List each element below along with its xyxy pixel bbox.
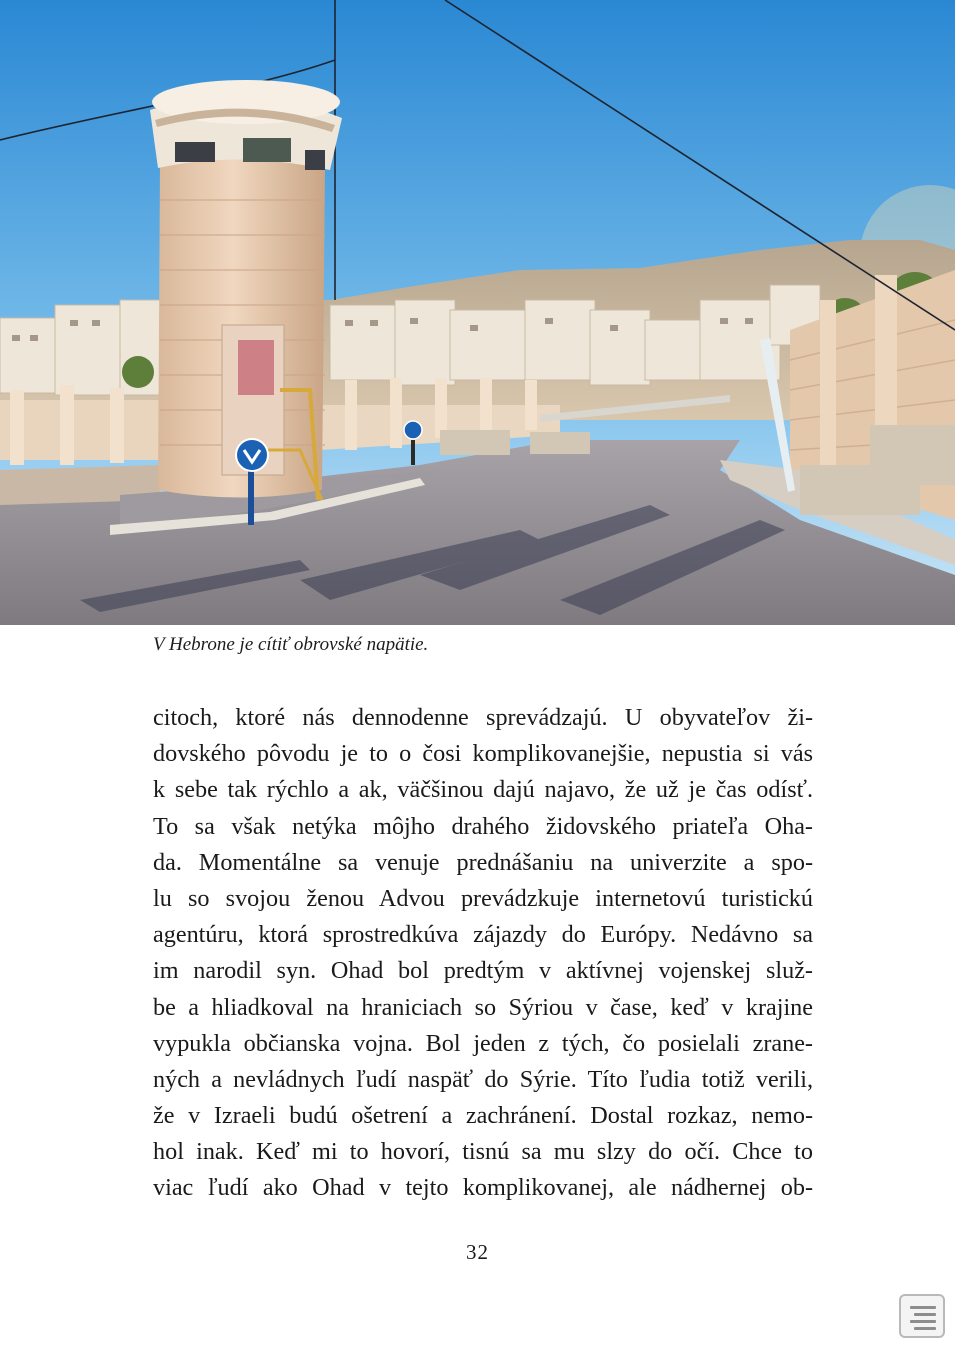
body-line: hol inak. Keď mi to hovorí, tisnú sa mu slzy do očí. Chce to	[153, 1138, 813, 1166]
photo-caption: V Hebrone je cítiť obrovské napätie.	[153, 634, 429, 655]
body-line: vypukla občianska vojna. Bol jeden z tých, čo posielali zrane-	[153, 1029, 813, 1057]
body-text	[153, 700, 813, 1207]
body-line: viac ľudí ako Ohad v tejto komplikovanej, ale nádhernej ob-	[153, 1174, 813, 1202]
menu-button[interactable]	[899, 1294, 945, 1338]
body-line: da. Momentálne sa venuje prednášaniu na univerzite a spo-	[153, 848, 813, 876]
body-line: ných a nevládnych ľudí naspäť do Sýrie. Títo ľudia totiž verili,	[153, 1065, 813, 1093]
body-line: be a hliadkoval na hraniciach so Sýriou v čase, keď v krajine	[153, 993, 813, 1021]
body-line: To sa však netýka môjho drahého židovského priateľa Oha-	[153, 812, 813, 840]
body-line: že v Izraeli budú ošetrení a zachránení. Dostal rozkaz, nemo-	[153, 1102, 813, 1130]
body-line: im narodil syn. Ohad bol predtým v aktívnej vojenskej služ-	[153, 957, 813, 985]
page-number: 32	[466, 1240, 489, 1264]
body-line: k sebe tak rýchlo a ak, väčšinou dajú najavo, že už je čas odísť.	[153, 776, 813, 804]
body-line: agentúru, ktorá sprostredkúva zájazdy do Európy. Nedávno sa	[153, 921, 813, 949]
watchtower	[150, 80, 342, 500]
body-line: citoch, ktoré nás dennodenne sprevádzajú. U obyvateľov ži-	[153, 704, 813, 731]
body-line: lu so svojou ženou Advou prevádzkuje internetovú turistickú	[153, 884, 813, 912]
body-line: dovského pôvodu je to o čosi komplikovanejšie, nepustia si vás	[153, 740, 813, 768]
photo-watchtower	[0, 0, 955, 625]
